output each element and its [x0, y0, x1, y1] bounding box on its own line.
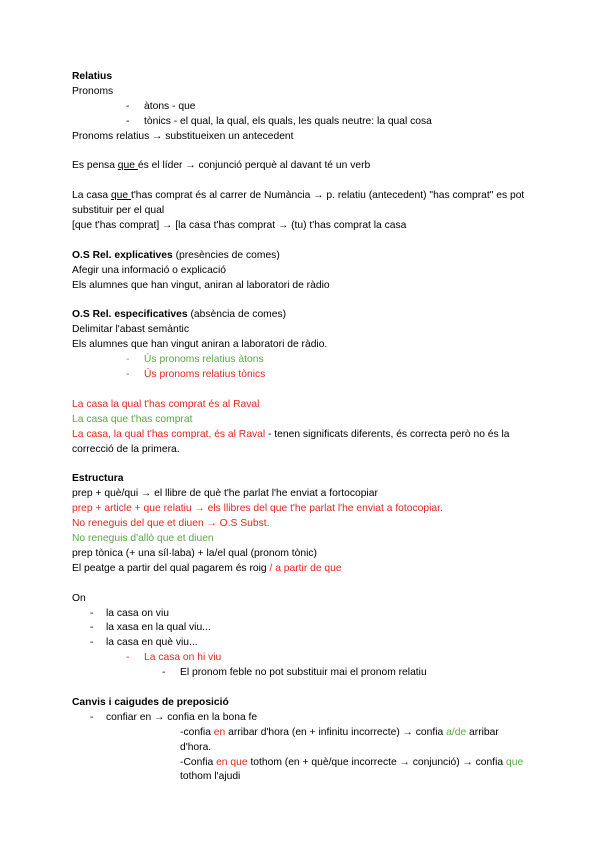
example-comparison: La casa, la qual t'has comprat, és al Raval - tenen significats diferents, és correcta però no és la correcció de la primera.: [72, 428, 510, 455]
list-item: - àtons - que: [126, 100, 196, 112]
list-item: - tònics - el qual, la qual, els quals, les quals neutre: la qual cosa: [126, 115, 432, 127]
list-item-text: Ús pronoms relatius àtons: [144, 354, 264, 366]
example-red-1: La casa la qual t'has comprat és al Raval: [72, 398, 260, 410]
list-item: - La casa on hi viu: [126, 652, 222, 664]
text-estructura-6: El peatge a partir del qual pagarem és roig / a partir de que: [72, 562, 342, 574]
list-item-text: la casa en què viu...: [106, 637, 198, 649]
list-item: -confia en arribar d'hora (en + infinitu incorrecte) → confia a/de arribar d'hora.: [180, 726, 499, 753]
heading-estructura: Estructura: [72, 473, 124, 485]
heading-relatius: Relatius: [72, 71, 113, 82]
text-estructura-5: prep tònica (+ una síl·laba) + la/el qual (pronom tònic): [72, 547, 317, 559]
list-item-text: la casa on viu: [106, 607, 169, 619]
text-especificatives-example: Els alumnes que han vingut aniran a laboratori de ràdio.: [72, 339, 328, 351]
text-explicatives-def: Afegir una informació o explicació: [72, 264, 226, 276]
list-item-text: La casa on hi viu: [144, 652, 222, 664]
heading-explicatives: O.S Rel. explicatives (presències de comes): [72, 249, 280, 261]
text-especificatives-def: Delimitar l'abast semàntic: [72, 324, 189, 336]
text-estructura-2: prep + article + que relatiu → els llibres del que t'he parlat l'he enviat a fotocopiar.: [72, 503, 443, 515]
text-pronoms-relatius: Pronoms relatius → substitueixen un antecedent: [72, 130, 294, 142]
list-item: - la xasa en la qual viu...: [90, 622, 211, 634]
example-green-1: La casa que t'has comprat: [72, 413, 193, 425]
list-item: -Confia en que tothom (en + què/que incorrecte → conjunció) → confia que tothom l'ajudi: [180, 756, 524, 783]
list-item-text: la xasa en la qual viu...: [106, 622, 211, 634]
text-estructura-1: prep + què/qui → el llibre de què t'he parlat l'he enviat a fortocopiar: [72, 488, 378, 500]
list-item-text: àtons - que: [144, 100, 196, 112]
example-substitucio: [que t'has comprat] → [la casa t'has comprat → (tu) t'has comprat la casa: [72, 220, 407, 232]
list-item-text: confiar en → confia en la bona fe: [106, 711, 258, 723]
list-item: - Ús pronoms relatius tònics: [126, 369, 266, 381]
text-estructura-4: No reneguis d'allò que et diuen: [72, 533, 214, 544]
example-relatiu: La casa que t'has comprat és al carrer de Numància → p. relatiu (antecedent) "has comprat" es pot substituir per el qual: [72, 190, 525, 217]
heading-on: On: [72, 592, 86, 604]
list-item-text: tònics - el qual, la qual, els quals, les quals neutre: la qual cosa: [144, 115, 432, 127]
example-conjuncio: Es pensa que és el líder → conjunció perquè al davant té un verb: [72, 160, 371, 172]
list-item: - la casa en què viu...: [90, 637, 198, 649]
list-item: - Ús pronoms relatius àtons: [126, 354, 264, 366]
list-item-text: El pronom feble no pot substituir mai el pronom relatiu: [180, 667, 427, 679]
text-pronoms: Pronoms: [72, 85, 114, 97]
text-explicatives-example: Els alumnes que han vingut, aniran al laboratori de ràdio: [72, 279, 330, 291]
heading-especificatives: O.S Rel. especificatives (absència de comes): [72, 309, 287, 321]
list-item: - la casa on viu: [90, 607, 169, 619]
list-item: - confiar en → confia en la bona fe: [90, 711, 258, 723]
text-estructura-3: No reneguis del que et diuen → O.S Subst.: [72, 518, 270, 530]
list-item-text: Ús pronoms relatius tònics: [144, 369, 266, 381]
list-item: - El pronom feble no pot substituir mai el pronom relatiu: [162, 667, 427, 679]
document-page: [72, 70, 532, 785]
heading-canvis: Canvis i caigudes de preposició: [72, 696, 229, 708]
